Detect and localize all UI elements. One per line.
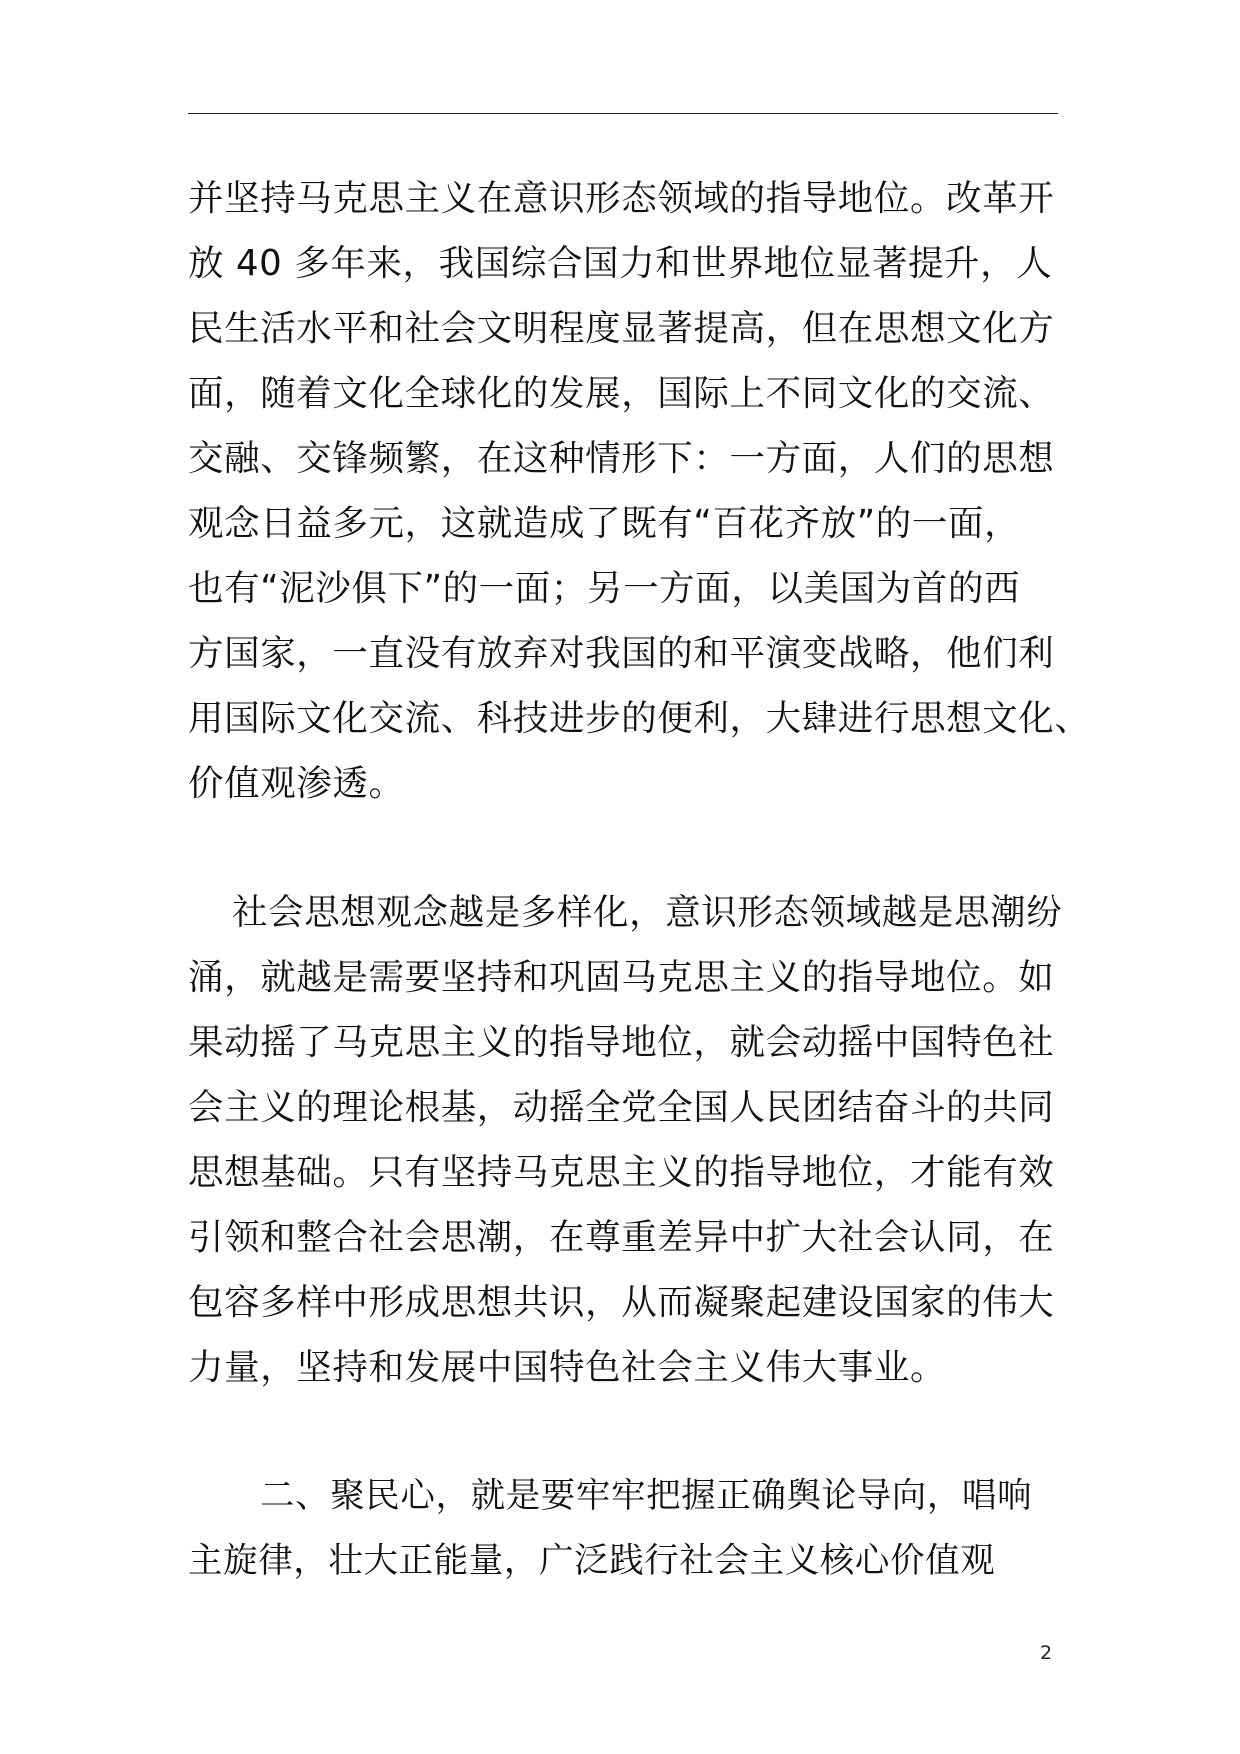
text-line: 果动摇了马克思主义的指导地位，就会动摇中国特色社 [188,1022,1055,1063]
paragraph-spacer [188,816,1058,880]
text-line: 引领和整合社会思潮，在尊重差异中扩大社会认同，在 [188,1217,1055,1258]
text-line: 民生活水平和社会文明程度显著提高，但在思想文化方 [188,308,1055,349]
text-line: 包容多样中形成思想共识，从而凝聚起建设国家的伟大 [188,1282,1055,1323]
paragraph-1 [188,166,1091,816]
text-line: 思想基础。只有坚持马克思主义的指导地位，才能有效 [188,1152,1055,1193]
text-line: 社会思想观念越是多样化，意识形态领域越是思潮纷 [232,892,1063,933]
text-line: 涌，就越是需要坚持和巩固马克思主义的指导地位。如 [188,957,1055,998]
paragraph-spacer [188,1400,1058,1464]
paragraph-2 [188,880,1063,1400]
text-line: 放 40 多年来，我国综合国力和世界地位显著提升，人 [188,243,1053,284]
text-line: 主旋律，壮大正能量，广泛践行社会主义核心价值观 [188,1541,996,1581]
document-body [188,166,1091,1594]
text-line: 力量，坚持和发展中国特色社会主义伟大事业。 [188,1347,947,1388]
text-line: 用国际文化交流、科技进步的便利，大肆进行思想文化、 [188,698,1091,739]
text-line: 交融、交锋频繁，在这种情形下：一方面，人们的思想 [188,438,1055,479]
text-line: 观念日益多元，这就造成了既有“百花齐放”的一面， [188,503,1021,544]
paragraph-3 [188,1464,1058,1594]
text-line: 二、聚民心，就是要牢牢把握正确舆论导向，唱响 [260,1476,1033,1516]
page-number: 2 [1040,1642,1053,1664]
text-line: 价值观渗透。 [188,763,405,804]
text-line: 并坚持马克思主义在意识形态领域的指导地位。改革开 [188,178,1055,219]
text-line: 面，随着文化全球化的发展，国际上不同文化的交流、 [188,373,1055,414]
text-line: 也有“泥沙俱下”的一面；另一方面，以美国为首的西 [188,568,1021,609]
header-rule [188,113,1058,114]
text-line: 方国家，一直没有放弃对我国的和平演变战略，他们利 [188,633,1055,674]
text-line: 会主义的理论根基，动摇全党全国人民团结奋斗的共同 [188,1087,1055,1128]
